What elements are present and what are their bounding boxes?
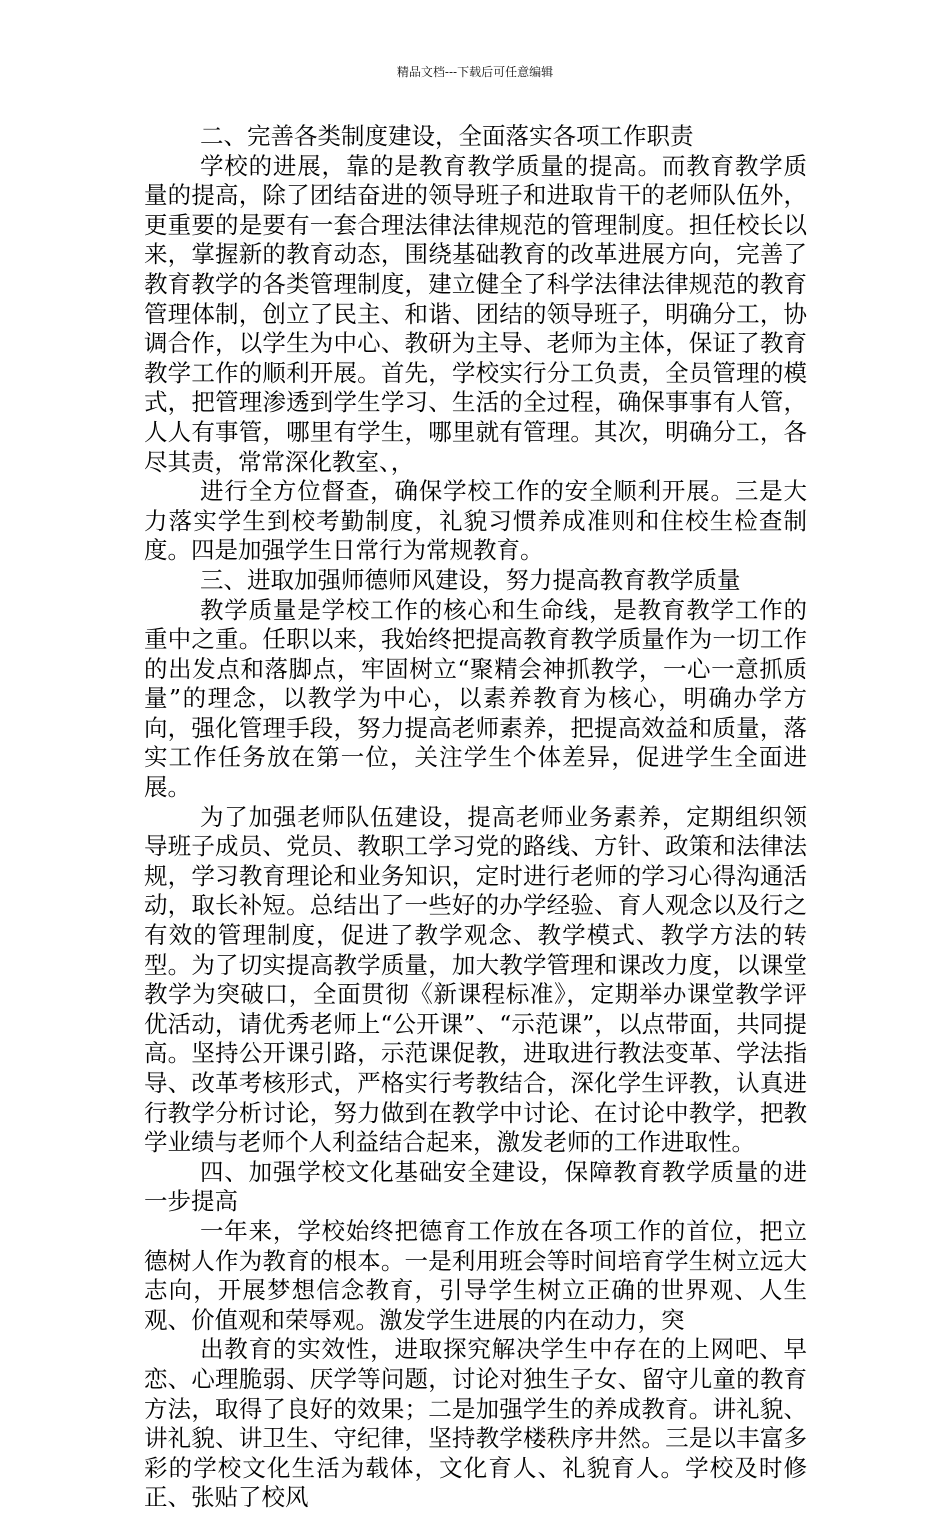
section-heading-3: 三、进取加强师德师风建设，努力提高教育教学质量: [200, 565, 741, 594]
paragraph: 教学质量是学校工作的核心和生命线，是教育教学工作的重中之重。任职以来，我始终把提高教育教学质量作为一切工作的出发点和落脚点，牢固树立“聚精会神抓教学，一心一意抓质量”的理念，以教学为中心，以素养教育为核心，明确办学方向，强化管理手段，努力提高老师素养，把提高效益和质量，落实工作任务放在第一位，关注学生个体差异，促进学生全面进展。: [144, 595, 807, 802]
paragraph: 一年来，学校始终把德育工作放在各项工作的首位，把立德树人作为教育的根本。一是利用班会等时间培育学生树立远大志向，开展梦想信念教育，引导学生树立正确的世界观、人生观、价值观和荣辱观。激发学生进展的内在动力，突: [144, 1216, 807, 1334]
page-header: 精品文档---下载后可任意编辑: [396, 65, 554, 79]
paragraph: 出教育的实效性，进取探究解决学生中存在的上网吧、早恋、心理脆弱、厌学等问题，讨论对独生子女、留守儿童的教育方法，取得了良好的效果；二是加强学生的养成教育。讲礼貌、讲礼貌、讲卫生、守纪律，坚持教学楼秩序井然。三是以丰富多彩的学校文化生活为载体，文化育人、礼貌育人。学校及时修正、张贴了校风: [144, 1335, 807, 1512]
section-heading-4: 四、加强学校文化基础安全建设，保障教育教学质量的进一步提高: [144, 1157, 807, 1216]
section-heading-2: 二、完善各类制度建设，全面落实各项工作职责: [200, 122, 694, 150]
paragraph: 学校的进展，靠的是教育教学质量的提高。而教育教学质量的提高，除了团结奋进的领导班子和进取肯干的老师队伍外，更重要的是要有一套合理法律法律规范的管理制度。担任校长以来，掌握新的教育动态，围绕基础教育的改革进展方向，完善了教育教学的各类管理制度，建立健全了科学法律法律规范的教育管理体制，创立了民主、和谐、团结的领导班子，明确分工，协调合作，以学生为中心、教研为主导、老师为主体，保证了教育教学工作的顺利开展。首先，学校实行分工负责，全员管理的模式，把管理渗透到学生学习、生活的全过程，确保事事有人管，人人有事管，哪里有学生，哪里就有管理。其次，明确分工，各尽其责，常常深化教室、，: [144, 151, 807, 476]
document-body: [144, 122, 807, 1513]
paragraph: 进行全方位督查，确保学校工作的安全顺利开展。三是大力落实学生到校考勤制度，礼貌习惯养成准则和住校生检查制度。四是加强学生日常行为常规教育。: [144, 477, 807, 565]
paragraph: 为了加强老师队伍建设，提高老师业务素养，定期组织领导班子成员、党员、教职工学习党的路线、方针、政策和法律法规，学习教育理论和业务知识，定时进行老师的学习心得沟通活动，取长补短。总结出了一些好的办学经验、育人观念以及行之有效的管理制度，促进了教学观念、教学模式、教学方法的转型。为了切实提高教学质量，加大教学管理和课改力度，以课堂教学为突破口，全面贯彻《新课程标准》，定期举办课堂教学评优活动，请优秀老师上“公开课”、“示范课”，以点带面，共同提高。坚持公开课引路，示范课促教，进取进行教法变革、学法指导、改革考核形式，严格实行考教结合，深化学生评教，认真进行教学分析讨论，努力做到在教学中讨论、在讨论中教学，把教学业绩与老师个人利益结合起来，激发老师的工作进取性。: [144, 802, 807, 1157]
